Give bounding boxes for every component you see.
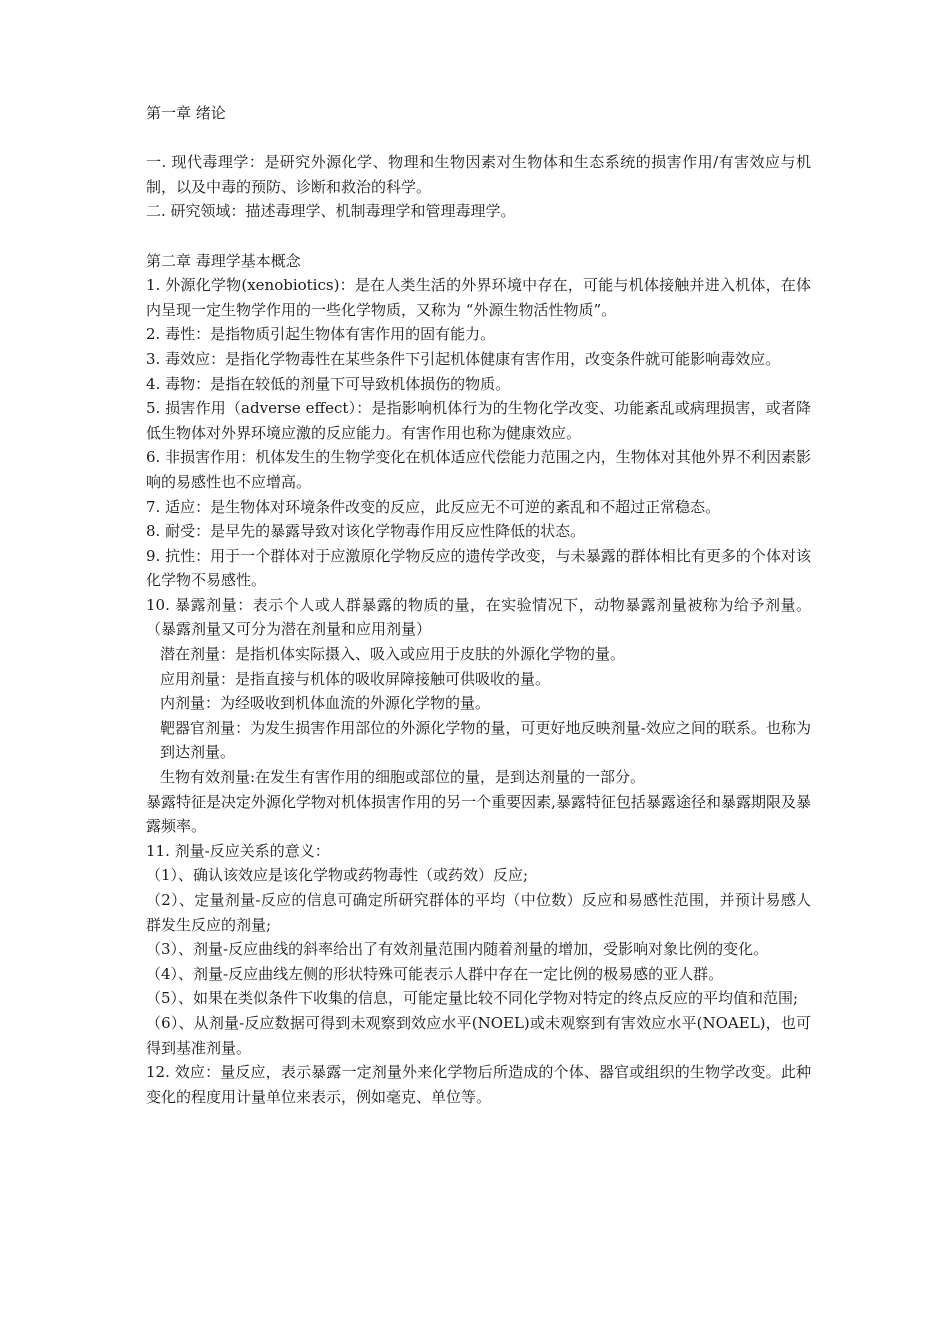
sub-item: 靶器官剂量：为发生损害作用部位的外源化学物的量，可更好地反映剂量-效应之间的联系。也称为到达剂量。 xyxy=(160,718,811,762)
sub-item: 内剂量：为经吸收到机体血流的外源化学物的量。 xyxy=(160,694,491,713)
list-item: 1. 外源化学物(xenobiotics)：是在人类生活的外界环境中存在，可能与机体接触并进入机体，在体内呈现一定生物学作用的一些化学物质，又称为 “外源生物活性物质”。 xyxy=(146,276,811,319)
list-item: 12. 效应：量反应，表示暴露一定剂量外来化学物后所造成的个体、器官或组织的生物学改变。此种变化的程度用计量单位来表示，例如毫克、单位等。 xyxy=(146,1063,811,1106)
list-item: （3）、剂量-反应曲线的斜率给出了有效剂量范围内随着剂量的增加，受影响对象比例的变化。 xyxy=(146,940,769,959)
paragraph: 暴露特征是决定外源化学物对机体损害作用的另一个重要因素,暴露特征包括暴露途径和暴露期限及暴露频率。 xyxy=(146,792,811,836)
list-item: 3. 毒效应：是指化学物毒性在某些条件下引起机体健康有害作用，改变条件就可能影响毒效应。 xyxy=(146,349,781,368)
list-item: （4）、剂量-反应曲线左侧的形状特殊可能表示人群中存在一定比例的极易感的亚人群。 xyxy=(146,964,724,983)
list-item: 10. 暴露剂量：表示个人或人群暴露的物质的量，在实验情况下，动物暴露剂量被称为给予剂量。 （暴露剂量又可分为潜在剂量和应用剂量） xyxy=(146,595,811,639)
paragraph: 二. 研究领域：描述毒理学、机制毒理学和管理毒理学。 xyxy=(146,202,516,221)
list-item: 11. 剂量-反应关系的意义： xyxy=(146,841,330,860)
sub-item: 潜在剂量：是指机体实际摄入、吸入或应用于皮肤的外源化学物的量。 xyxy=(160,645,626,664)
list-item: 6. 非损害作用：机体发生的生物学变化在机体适应代偿能力范围之内，生物体对其他外界不利因素影响的易感性也不应增高。 xyxy=(146,448,811,491)
list-item: （1）、确认该效应是该化学物或药物毒性（或药效）反应; xyxy=(146,866,529,885)
list-item: 9. 抗性：用于一个群体对于应激原化学物反应的遗传学改变，与未暴露的群体相比有更多的个体对该化学物不易感性。 xyxy=(146,546,811,590)
list-item: 2. 毒性：是指物质引起生物体有害作用的固有能力。 xyxy=(146,325,496,344)
sub-item: 生物有效剂量:在发生有害作用的细胞或部位的量，是到达剂量的一部分。 xyxy=(160,768,646,787)
chapter-1-title: 第一章 绪论 xyxy=(146,104,226,122)
paragraph: 一. 现代毒理学：是研究外源化学、物理和生物因素对生物体和生态系统的损害作用/有害效应与机制，以及中毒的预防、诊断和救治的科学。 xyxy=(146,153,811,196)
list-item: （5）、如果在类似条件下收集的信息，可能定量比较不同化学物对特定的终点反应的平均值和范围; xyxy=(146,989,799,1008)
list-item: 7. 适应：是生物体对环境条件改变的反应，此反应无不可逆的紊乱和不超过正常稳态。 xyxy=(146,497,721,516)
list-item: 4. 毒物：是指在较低的剂量下可导致机体损伤的物质。 xyxy=(146,374,511,393)
list-item: （2）、定量剂量-反应的信息可确定所研究群体的平均（中位数）反应和易感性范围，并预计易感人群发生反应的剂量; xyxy=(146,891,811,934)
list-item: 5. 损害作用（adverse effect）：是指影响机体行为的生物化学改变、功能紊乱或病理损害，或者降低生物体对外界环境应激的反应能力。有害作用也称为健康效应。 xyxy=(146,399,811,442)
sub-item: 应用剂量：是指直接与机体的吸收屏障接触可供吸收的量。 xyxy=(160,669,551,688)
document-body xyxy=(146,101,811,1109)
chapter-2-title: 第二章 毒理学基本概念 xyxy=(146,251,301,270)
list-item: （6）、从剂量-反应数据可得到未观察到效应水平(NOEL)或未观察到有害效应水平(NOAEL)，也可得到基准剂量。 xyxy=(146,1013,811,1057)
list-item: 8. 耐受：是早先的暴露导致对该化学物毒作用反应性降低的状态。 xyxy=(146,522,586,541)
